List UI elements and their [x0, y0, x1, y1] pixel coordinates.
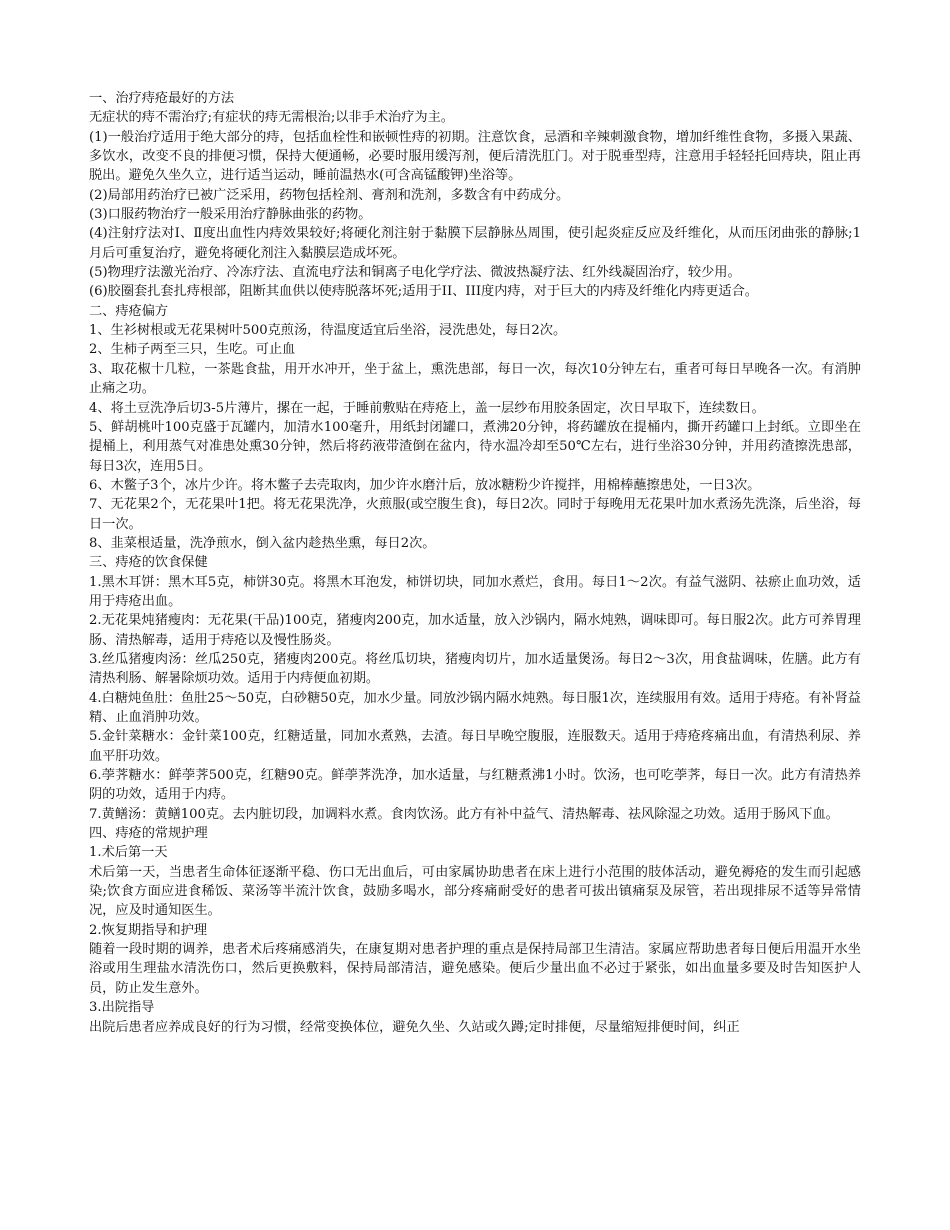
paragraph: 6.荸荠糖水：鲜荸荠500克，红糖90克。鲜荸荠洗净，加水适量，与红糖煮沸1小时。饮汤，也可吃荸荠，每日一次。此方有清热养阴的功效，适用于内痔。: [89, 768, 861, 803]
subheading: 2.恢复期指导和护理: [89, 922, 208, 938]
section-heading-4: 四、痔疮的常规护理: [89, 826, 208, 842]
section-heading-2: 二、痔疮偏方: [89, 303, 169, 319]
section-heading-3: 三、痔疮的饮食保健: [89, 555, 208, 571]
document-body: [89, 89, 861, 1037]
paragraph: (4)注射疗法对Ⅰ、Ⅱ度出血性内痔效果较好;将硬化剂注射于黏膜下层静脉丛周围，使引起炎症反应及纤维化，从而压闭曲张的静脉;1月后可重复治疗，避免将硬化剂注入黏膜层造成坏死。: [89, 226, 861, 261]
paragraph: 术后第一天，当患者生命体征逐渐平稳、伤口无出血后，可由家属协助患者在床上进行小范围的肢体活动，避免褥疮的发生而引起感染;饮食方面应进食稀饭、菜汤等半流汁饮食，鼓励多喝水，部分疼痛耐受好的患者可拔出镇痛泵及尿管，若出现排尿不适等异常情况，应及时通知医生。: [89, 864, 861, 919]
paragraph: 3.丝瓜猪瘦肉汤：丝瓜250克，猪瘦肉200克。将丝瓜切块，猪瘦肉切片，加水适量煲汤。每日2～3次，用食盐调味，佐膳。此方有清热利肠、解暑除烦功效。适用于内痔便血初期。: [89, 651, 861, 687]
paragraph: 无症状的痔不需治疗;有症状的痔无需根治;以非手术治疗为主。: [89, 110, 454, 126]
paragraph: (3)口服药物治疗一般采用治疗静脉曲张的药物。: [89, 207, 372, 223]
paragraph: 8、韭菜根适量，洗净煎水，倒入盆内趁热坐熏，每日2次。: [89, 535, 436, 551]
paragraph: (5)物理疗法激光治疗、冷冻疗法、直流电疗法和铜离子电化学疗法、微波热凝疗法、红外线凝固治疗，较少用。: [89, 265, 741, 281]
subheading: 3.出院指导: [89, 1000, 155, 1016]
paragraph: 5.金针菜糖水：金针菜100克，红糖适量，同加水煮熟，去渣。每日早晚空腹服，连服数天。适用于痔疮疼痛出血，有清热利尿、养血平肝功效。: [89, 729, 861, 764]
paragraph: (2)局部用药治疗已被广泛采用，药物包括栓剂、膏剂和洗剂，多数含有中药成分。: [89, 187, 570, 203]
paragraph: 4、将土豆洗净后切3-5片薄片，摞在一起，于睡前敷贴在痔疮上，盖一层纱布用胶条固定，次日早取下，连续数日。: [89, 400, 765, 416]
paragraph: 4.白糖炖鱼肚：鱼肚25～50克，白砂糖50克，加水少量。同放沙锅内隔水炖熟。每日服1次，连续服用有效。适用于痔疮。有补肾益精、止血消肿功效。: [89, 690, 861, 725]
paragraph: 2.无花果炖猪瘦肉：无花果(干品)100克，猪瘦肉200克，加水适量，放入沙锅内，隔水炖熟，调味即可。每日服2次。此方可养胃理肠、清热解毒，适用于痔疮以及慢性肠炎。: [89, 613, 861, 648]
paragraph: 1、生衫树根或无花果树叶500克煎汤，待温度适宜后坐浴，浸洗患处，每日2次。: [89, 323, 567, 339]
paragraph: 3、取花椒十几粒，一茶匙食盐，用开水冲开，坐于盆上，熏洗患部，每日一次，每次10分钟左右，重者可每日早晚各一次。有消肿止痛之功。: [89, 361, 861, 397]
subheading: 1.术后第一天: [89, 845, 168, 861]
paragraph: 随着一段时期的调养，患者术后疼痛感消失，在康复期对患者护理的重点是保持局部卫生清洁。家属应帮助患者每日便后用温开水坐浴或用生理盐水清洗伤口，然后更换敷料，保持局部清洁，避免感染。便后少量出血不必过于紧张，如出血量多要及时告知医护人员，防止发生意外。: [89, 942, 861, 996]
paragraph: 2、生柿子两至三只，生吃。可止血: [89, 342, 296, 358]
paragraph: 1.黑木耳饼：黑木耳5克，柿饼30克。将黑木耳泡发，柿饼切块，同加水煮烂，食用。每日1～2次。有益气滋阴、祛瘀止血功效，适用于痔疮出血。: [89, 574, 861, 609]
paragraph: 5、鲜胡桃叶100克盛于瓦罐内，加清水100毫升，用纸封闭罐口，煮沸20分钟，将药罐放在提桶内，撕开药罐口上封纸。立即坐在提桶上，利用蒸气对准患处熏30分钟，然后将药液带渣倒在盆内，待水温冷却至50℃左右，进行坐浴30分钟，并用药渣擦洗患部，每日3次，连用5日。: [89, 419, 861, 474]
paragraph: 7、无花果2个，无花果叶1把。将无花果洗净，火煎服(或空腹生食)，每日2次。同时于每晚用无花果叶加水煮汤先洗涤，后坐浴，每日一次。: [89, 497, 861, 532]
paragraph: 6、木鳖子3个，冰片少许。将木鳖子去壳取肉，加少许水磨汁后，放冰糖粉少许搅拌，用棉棒蘸擦患处，一日3次。: [89, 477, 761, 493]
paragraph: 出院后患者应养成良好的行为习惯，经常变换体位，避免久坐、久站或久蹲;定时排便，尽量缩短排便时间，纠正: [89, 1019, 740, 1035]
paragraph: 7.黄鳝汤：黄鳝100克。去内脏切段，加调料水煮。食肉饮汤。此方有补中益气、清热解毒、祛风除湿之功效。适用于肠风下血。: [89, 806, 839, 822]
paragraph: (1)一般治疗适用于绝大部分的痔，包括血栓性和嵌顿性痔的初期。注意饮食，忌酒和辛辣刺激食物，增加纤维性食物，多摄入果蔬、多饮水，改变不良的排便习惯，保持大便通畅，必要时服用缓泻剂，便后清洗肛门。对于脱垂型痔，注意用手轻轻托回痔块，阻止再脱出。避免久坐久立，进行适当运动，睡前温热水(可含高锰酸钾)坐浴等。: [89, 129, 861, 184]
section-heading-1: 一、治疗痔疮最好的方法: [89, 91, 235, 106]
paragraph: (6)胶圈套扎套扎痔根部，阻断其血供以使痔脱落坏死;适用于II、III度内痔，对于巨大的内痔及纤维化内痔更适合。: [89, 284, 758, 300]
